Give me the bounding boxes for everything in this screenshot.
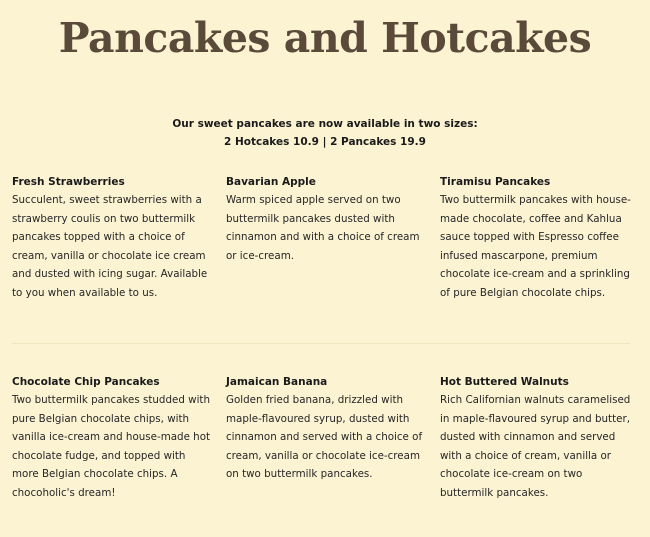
menu-item-name: Chocolate Chip Pancakes: [12, 376, 160, 388]
menu-item-description: Golden fried banana, drizzled with maple-flavoured syrup, dusted with cinnamon and served with a choice of cream, vanilla or chocolate ice-cream on two buttermilk pancakes.: [226, 394, 423, 481]
menu-item-chocolate-chip-pancakes: [12, 373, 212, 503]
menu-item-hot-buttered-walnuts: [440, 373, 636, 503]
menu-item-description: Succulent, sweet strawberries with a strawberry coulis on two buttermilk pancakes topped with a choice of cream, vanilla or chocolate ice cream and dusted with icing sugar. Available to you when available to us.: [12, 194, 208, 299]
menu-item-name: Hot Buttered Walnuts: [440, 376, 569, 388]
sizes-intro: [0, 115, 650, 151]
row-divider: [12, 343, 630, 344]
menu-item-bavarian-apple: [226, 173, 422, 265]
menu-item-name: Jamaican Banana: [226, 376, 328, 388]
menu-item-name: Fresh Strawberries: [12, 176, 125, 188]
menu-item-name: Tiramisu Pancakes: [440, 176, 551, 188]
menu-item-fresh-strawberries: [12, 173, 212, 303]
menu-item-description: Two buttermilk pancakes with house-made chocolate, coffee and Kahlua sauce topped with Espresso coffee infused mascarpone, premium chocolate ice-cream and a sprinkling of pure Belgian chocolate chips.: [440, 194, 631, 299]
menu-item-tiramisu-pancakes: [440, 173, 640, 303]
menu-item-description: Rich Californian walnuts caramelised in maple-flavoured syrup and butter, dusted with cinnamon and served with a choice of cream, vanilla or chocolate ice-cream on two buttermilk pancakes.: [440, 394, 631, 499]
page-title: Pancakes and Hotcakes: [58, 14, 592, 62]
menu-item-description: Two buttermilk pancakes studded with pure Belgian chocolate chips, with vanilla ice-cream and house-made hot chocolate fudge, and topped with more Belgian chocolate chips. A chocoholic's dream!: [12, 394, 211, 499]
menu-item-jamaican-banana: [226, 373, 426, 484]
menu-item-name: Bavarian Apple: [226, 176, 316, 188]
sizes-intro-prices: 2 Hotcakes 10.9 | 2 Pancakes 19.9: [224, 136, 426, 148]
menu-item-description: Warm spiced apple served on two buttermilk pancakes dusted with cinnamon and with a choice of cream or ice-cream.: [226, 194, 420, 262]
sizes-intro-line1: Our sweet pancakes are now available in two sizes:: [172, 118, 478, 130]
